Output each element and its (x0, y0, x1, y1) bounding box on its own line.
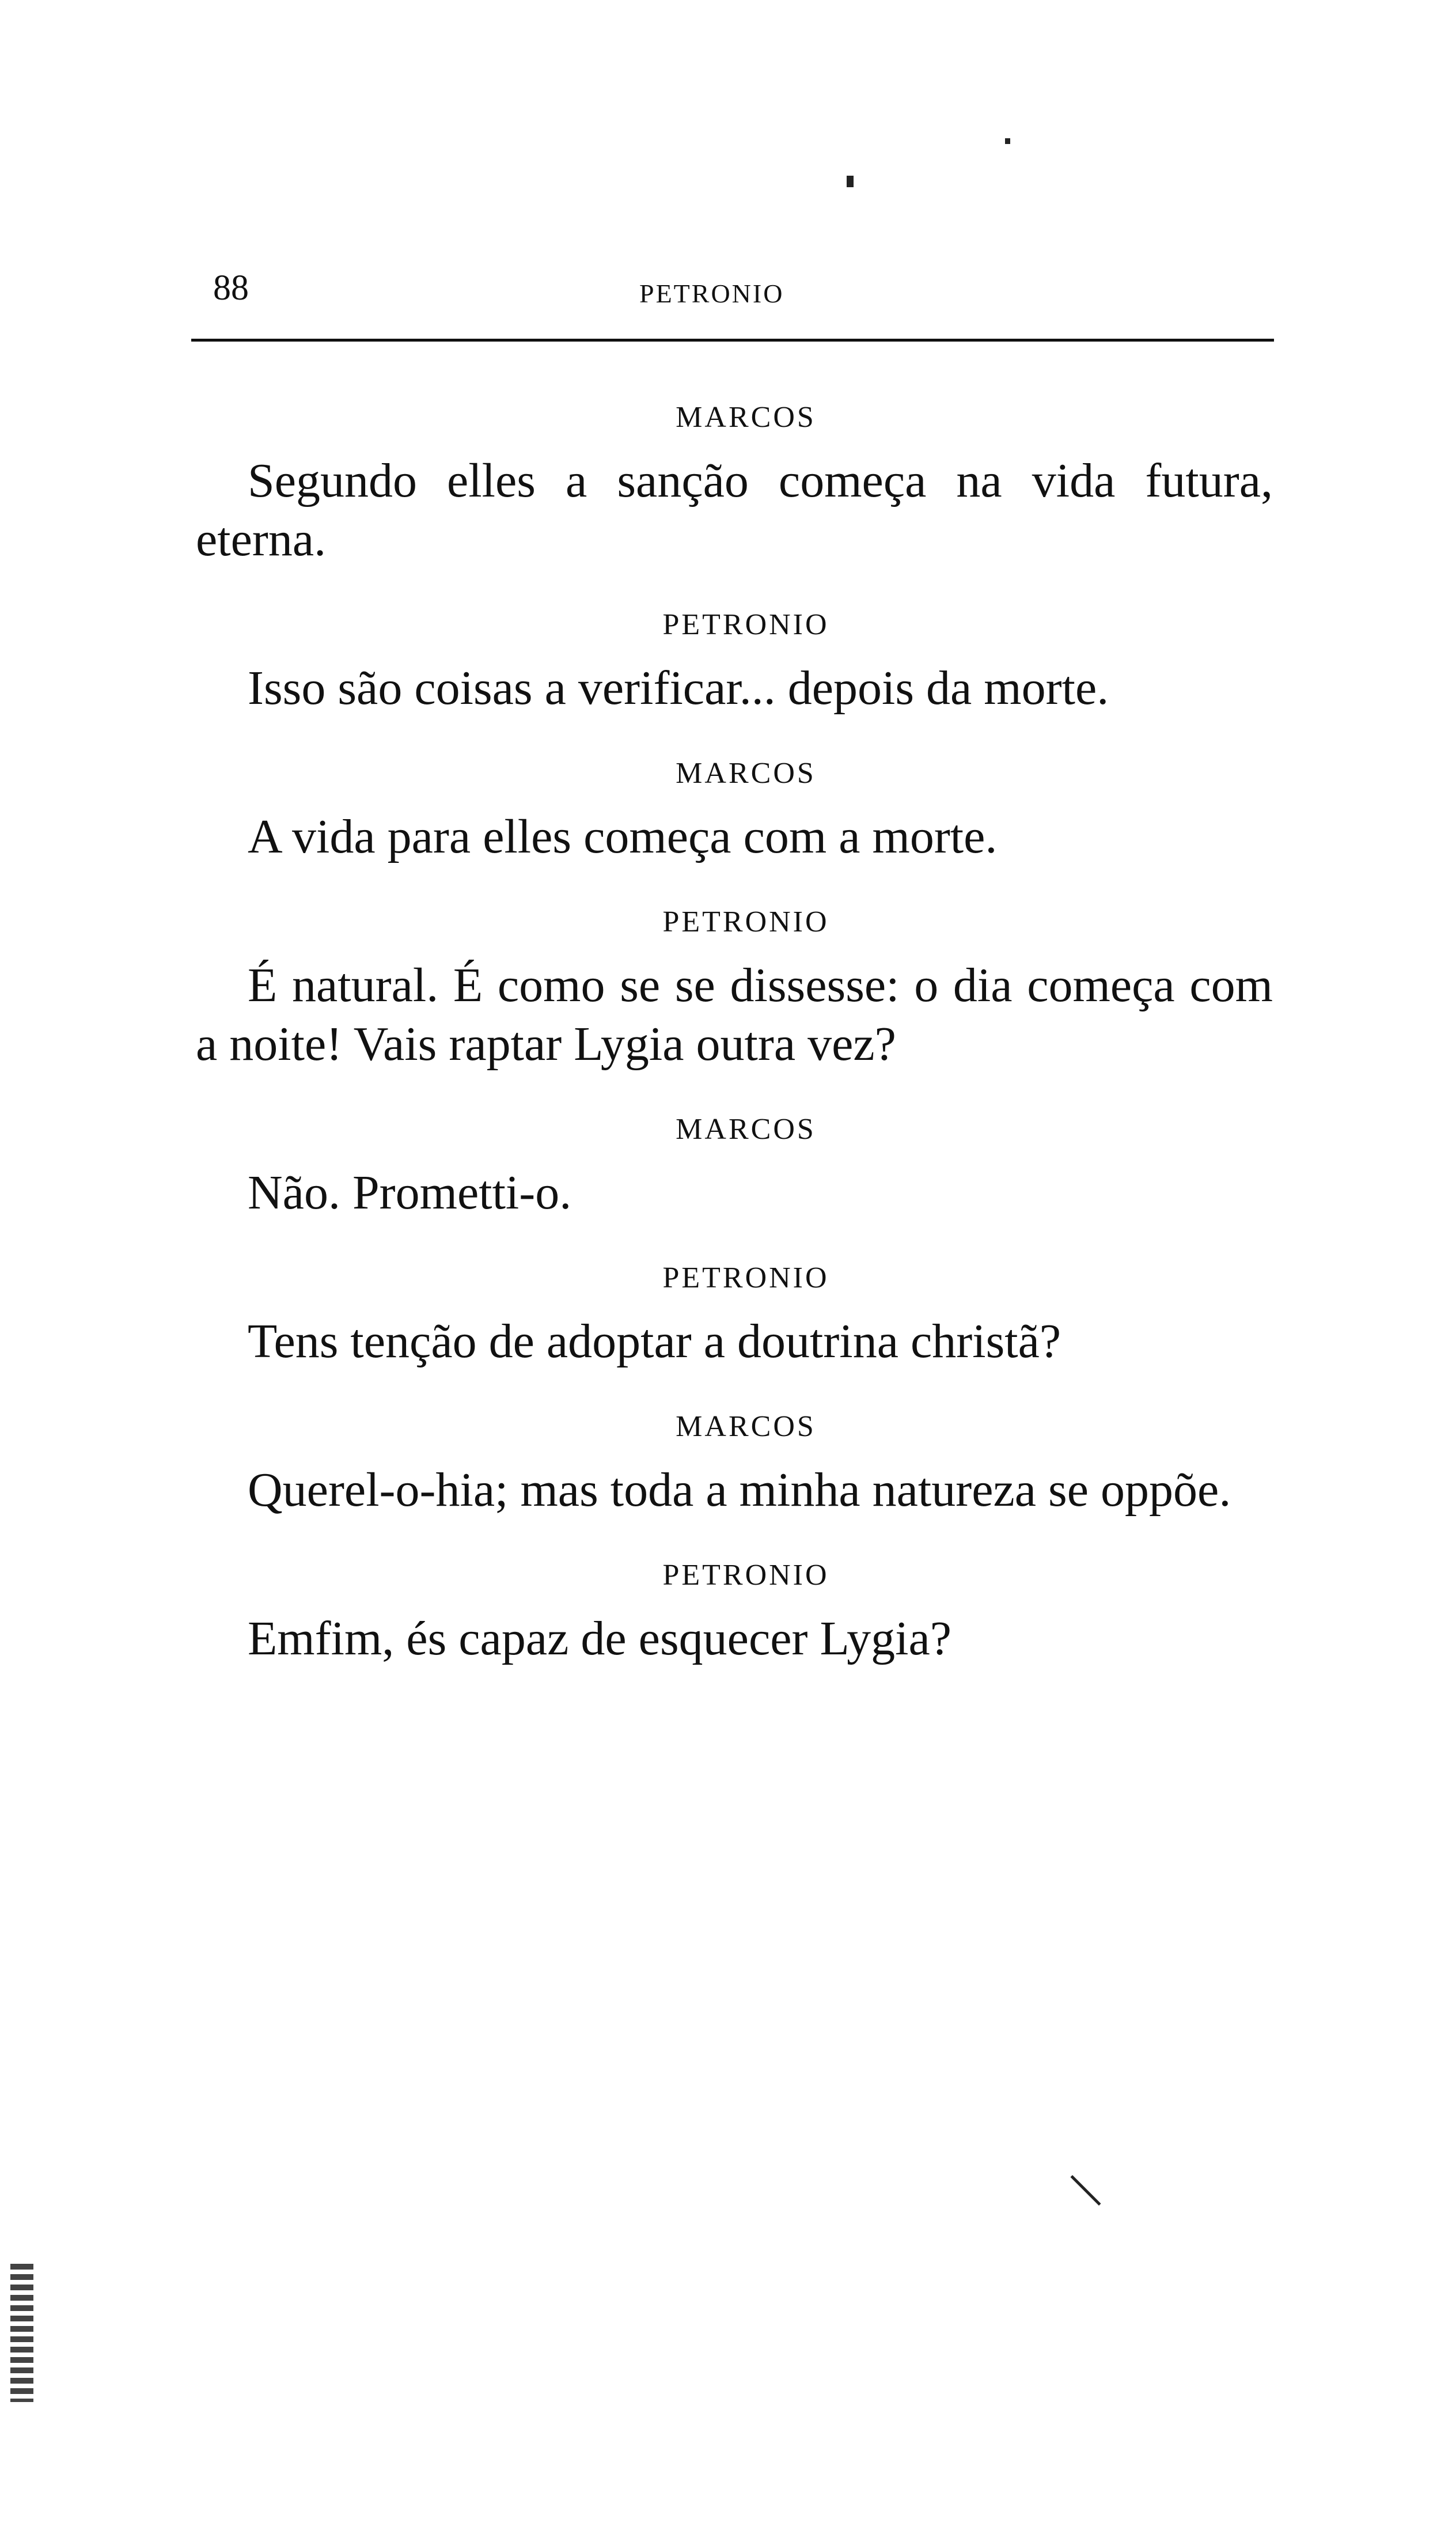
dialogue-body (196, 392, 1273, 1698)
speech-text: Emfim, és capaz de esquecer Lygia? (248, 1612, 952, 1665)
speech-text: Tens tenção de adoptar a doutrina christã? (248, 1314, 1061, 1368)
dialogue-turn (196, 599, 1273, 718)
speaker-name: MARCOS (676, 757, 816, 790)
ink-speck (1005, 138, 1010, 144)
dialogue-turn (196, 748, 1273, 866)
speech-text: Não. Prometti-o. (248, 1166, 572, 1219)
speech-text: Segundo elles a sanção começa na vida futura, eterna. (196, 454, 1273, 566)
speaker-name: PETRONIO (662, 1559, 829, 1592)
speech-text: Querel-o-hia; mas toda a minha natureza se oppõe. (248, 1463, 1231, 1517)
dialogue-turn (196, 392, 1273, 569)
dialogue-turn (196, 896, 1273, 1074)
speaker-name: PETRONIO (662, 906, 829, 938)
dialogue-turn (196, 1401, 1273, 1520)
speech-text: A vida para elles começa com a morte. (248, 810, 998, 863)
stray-mark (1070, 2175, 1101, 2206)
speaker-name: MARCOS (676, 401, 816, 434)
dialogue-turn (196, 1550, 1273, 1668)
page-number: 88 (213, 268, 249, 308)
running-title: PETRONIO (639, 279, 784, 308)
speaker-name: PETRONIO (662, 1262, 829, 1294)
speaker-name: MARCOS (676, 1113, 816, 1146)
speaker-name: MARCOS (676, 1410, 816, 1443)
speech-text: Isso são coisas a verificar... depois da morte. (248, 661, 1109, 715)
speaker-name: PETRONIO (662, 608, 829, 641)
binding-edge-mark (10, 2264, 33, 2402)
dialogue-turn (196, 1252, 1273, 1371)
header-rule (191, 339, 1274, 342)
dialogue-turn (196, 1104, 1273, 1222)
speech-text: É natural. É como se se dissesse: o dia começa com a noite! Vais raptar Lygia outra vez? (196, 959, 1273, 1071)
page-header (190, 265, 1273, 311)
ink-speck (847, 176, 854, 187)
